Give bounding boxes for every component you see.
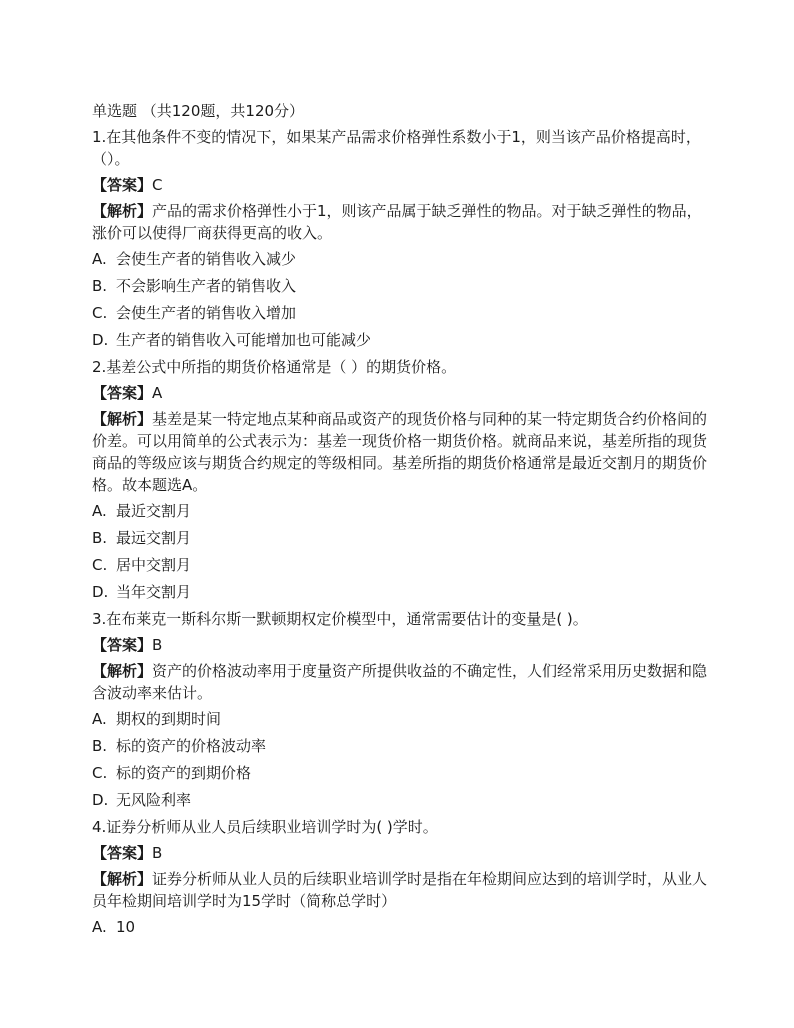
option-text: 标的资产的到期价格 bbox=[116, 764, 252, 782]
question-stem: 1.在其他条件不变的情况下，如果某产品需求价格弹性系数小于1，则当该产品价格提高时，（）。 bbox=[92, 128, 701, 168]
option-item bbox=[92, 248, 708, 270]
analysis-text: 产品的需求价格弹性小于1，则该产品属于缺乏弹性的物品。对于缺乏弹性的物品，涨价可以使得厂商获得更高的收入。 bbox=[92, 202, 702, 242]
question-block bbox=[92, 356, 708, 603]
option-text: 会使生产者的销售收入减少 bbox=[116, 250, 297, 268]
answer-value: B bbox=[152, 636, 163, 654]
option-item bbox=[92, 527, 708, 549]
analysis-tag: 【解析】 bbox=[92, 410, 153, 428]
option-letter: B. bbox=[92, 737, 108, 755]
analysis-line bbox=[92, 408, 708, 496]
option-letter: C. bbox=[92, 304, 108, 322]
answer-value: C bbox=[152, 176, 163, 194]
option-item bbox=[92, 275, 708, 297]
answer-value: A bbox=[152, 384, 163, 402]
question-stem: 3.在布莱克一斯科尔斯一默顿期权定价模型中，通常需要估计的变量是( )。 bbox=[92, 610, 588, 628]
option-letter: A. bbox=[92, 918, 107, 936]
section-title: 单选题 （共120题，共120分） bbox=[92, 102, 305, 120]
document-page bbox=[92, 100, 708, 943]
option-text: 标的资产的价格波动率 bbox=[116, 737, 267, 755]
answer-value: B bbox=[152, 844, 163, 862]
option-text: 生产者的销售收入可能增加也可能减少 bbox=[116, 331, 372, 349]
option-text: 无风险利率 bbox=[116, 791, 192, 809]
option-item bbox=[92, 708, 708, 730]
answer-line bbox=[92, 174, 708, 196]
answer-tag: 【答案】 bbox=[92, 384, 153, 402]
option-text: 10 bbox=[116, 918, 136, 936]
option-letter: D. bbox=[92, 331, 109, 349]
option-letter: A. bbox=[92, 250, 107, 268]
question-stem: 4.证券分析师从业人员后续职业培训学时为( )学时。 bbox=[92, 818, 438, 836]
option-text: 当年交割月 bbox=[116, 583, 192, 601]
option-item bbox=[92, 762, 708, 784]
option-item bbox=[92, 581, 708, 603]
option-letter: D. bbox=[92, 583, 109, 601]
analysis-tag: 【解析】 bbox=[92, 202, 153, 220]
answer-tag: 【答案】 bbox=[92, 176, 153, 194]
question-block bbox=[92, 608, 708, 811]
option-letter: B. bbox=[92, 529, 108, 547]
analysis-line bbox=[92, 200, 708, 244]
option-item bbox=[92, 554, 708, 576]
option-letter: C. bbox=[92, 556, 108, 574]
analysis-tag: 【解析】 bbox=[92, 662, 153, 680]
analysis-text: 资产的价格波动率用于度量资产所提供收益的不确定性，人们经常采用历史数据和隐含波动率来估计。 bbox=[92, 662, 708, 702]
analysis-text: 基差是某一特定地点某种商品或资产的现货价格与同种的某一特定期货合约价格间的价差。可以用简单的公式表示为：基差一现货价格一期货价格。就商品来说，基差所指的现货商品的等级应该与期货合约规定的等级相同。基差所指的期货价格通常是最近交割月的期货价格。故本题选A。 bbox=[92, 410, 708, 494]
option-letter: C. bbox=[92, 764, 108, 782]
option-letter: B. bbox=[92, 277, 108, 295]
question-block bbox=[92, 126, 708, 351]
option-letter: A. bbox=[92, 710, 107, 728]
answer-tag: 【答案】 bbox=[92, 844, 153, 862]
question-block bbox=[92, 816, 708, 938]
question-stem: 2.基差公式中所指的期货价格通常是（ ）的期货价格。 bbox=[92, 358, 457, 376]
option-text: 居中交割月 bbox=[116, 556, 192, 574]
option-item bbox=[92, 329, 708, 351]
option-item bbox=[92, 500, 708, 522]
analysis-line bbox=[92, 660, 708, 704]
option-text: 最近交割月 bbox=[116, 502, 192, 520]
option-item bbox=[92, 302, 708, 324]
option-item bbox=[92, 916, 708, 938]
analysis-text: 证券分析师从业人员的后续职业培训学时是指在年检期间应达到的培训学时，从业人员年检期间培训学时为15学时（简称总学时） bbox=[92, 870, 708, 910]
analysis-tag: 【解析】 bbox=[92, 870, 153, 888]
answer-line bbox=[92, 634, 708, 656]
option-item bbox=[92, 789, 708, 811]
option-text: 期权的到期时间 bbox=[116, 710, 222, 728]
analysis-line bbox=[92, 868, 708, 912]
option-item bbox=[92, 735, 708, 757]
answer-tag: 【答案】 bbox=[92, 636, 153, 654]
option-letter: D. bbox=[92, 791, 109, 809]
answer-line bbox=[92, 382, 708, 404]
answer-line bbox=[92, 842, 708, 864]
option-text: 最远交割月 bbox=[116, 529, 192, 547]
option-text: 会使生产者的销售收入增加 bbox=[116, 304, 297, 322]
option-text: 不会影响生产者的销售收入 bbox=[116, 277, 297, 295]
option-letter: A. bbox=[92, 502, 107, 520]
